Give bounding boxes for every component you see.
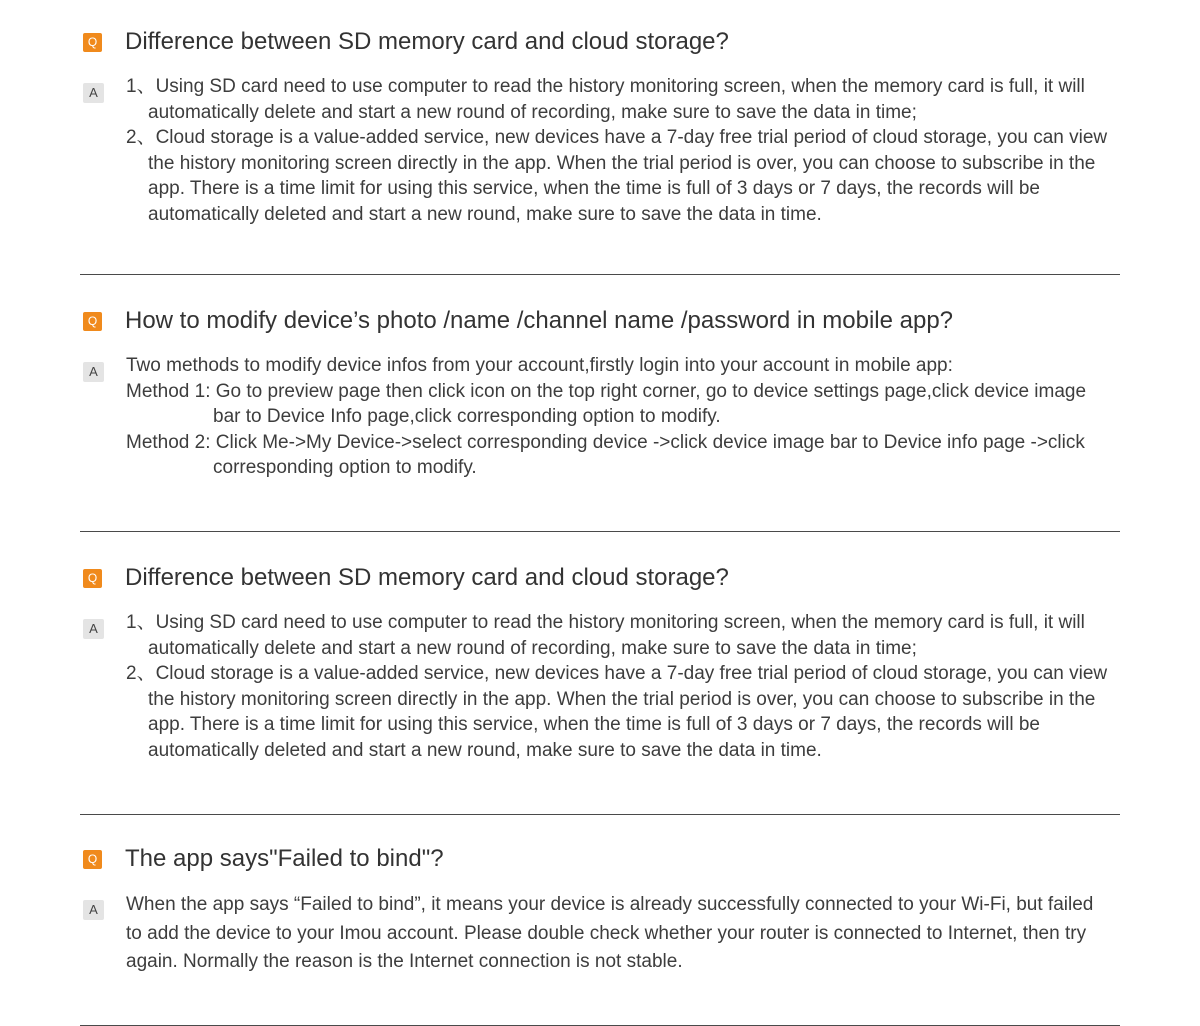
answer-row [80, 891, 1120, 977]
answer-line: app. There is a time limit for using this service, when the time is full of 3 days or 7 days, the records will be [148, 714, 1040, 736]
answer-line: automatically delete and start a new round of recording, make sure to save the data in time; [148, 637, 917, 659]
answer-line: automatically delete and start a new round of recording, make sure to save the data in time; [148, 101, 917, 123]
answer-row [80, 353, 1120, 481]
answer-line: automatically deleted and start a new round, make sure to save the data in time. [148, 203, 822, 225]
answer-row [80, 610, 1120, 764]
answer-line: to add the device to your Imou account. Please double check whether your router is connected to Internet, then try [126, 922, 1087, 944]
question-row [80, 301, 1120, 341]
question-text: The app says"Failed to bind"? [125, 845, 444, 872]
answer-text [126, 353, 1120, 481]
faq-item-sd-vs-cloud-1 [80, 22, 1120, 275]
answer-line: Method 2: Click Me->My Device->select corresponding device ->click device image bar to Device info page ->click [126, 431, 1085, 453]
answer-text [126, 74, 1120, 228]
answer-badge: A [83, 362, 104, 382]
answer-line: the history monitoring screen directly in the app. When the trial period is over, you can choose to subscribe in the [148, 152, 1096, 174]
answer-badge: A [83, 83, 104, 103]
question-badge: Q [83, 850, 102, 869]
answer-line: corresponding option to modify. [213, 457, 477, 479]
answer-text [126, 891, 1120, 977]
answer-line: 1、Using SD card need to use computer to read the history monitoring screen, when the memory card is full, it will [126, 612, 1085, 633]
question-badge: Q [83, 569, 102, 588]
question-row [80, 558, 1120, 598]
answer-line: 1、Using SD card need to use computer to read the history monitoring screen, when the memory card is full, it will [126, 76, 1085, 97]
faq-item-sd-vs-cloud-2 [80, 558, 1120, 815]
faq-item-failed-to-bind [80, 839, 1120, 1026]
answer-line: automatically deleted and start a new round, make sure to save the data in time. [148, 739, 822, 761]
faq-list [80, 0, 1120, 1026]
question-badge: Q [83, 312, 102, 331]
question-text: Difference between SD memory card and cloud storage? [125, 28, 729, 55]
answer-badge: A [83, 900, 104, 920]
answer-line: Method 1: Go to preview page then click icon on the top right corner, go to device settings page,click device image [126, 380, 1087, 402]
answer-badge: A [83, 619, 104, 639]
question-row [80, 22, 1120, 62]
answer-line: Two methods to modify device infos from your account,firstly login into your account in mobile app: [126, 355, 953, 376]
answer-line: bar to Device Info page,click corresponding option to modify. [213, 406, 721, 428]
answer-line: again. Normally the reason is the Internet connection is not stable. [126, 951, 683, 973]
answer-line: 2、Cloud storage is a value-added service, new devices have a 7-day free trial period of cloud storage, you can view [126, 663, 1108, 685]
question-row [80, 839, 1120, 879]
answer-line: 2、Cloud storage is a value-added service, new devices have a 7-day free trial period of cloud storage, you can view [126, 127, 1108, 149]
answer-row [80, 74, 1120, 228]
answer-text [126, 610, 1120, 764]
answer-line: app. There is a time limit for using this service, when the time is full of 3 days or 7 days, the records will be [148, 178, 1040, 200]
answer-line: the history monitoring screen directly in the app. When the trial period is over, you can choose to subscribe in the [148, 688, 1096, 710]
question-text: Difference between SD memory card and cloud storage? [125, 564, 729, 591]
question-text: How to modify device’s photo /name /channel name /password in mobile app? [125, 307, 954, 334]
faq-item-modify-device [80, 301, 1120, 532]
answer-line: When the app says “Failed to bind”, it means your device is already successfully connected to your Wi-Fi, but failed [126, 894, 1094, 915]
question-badge: Q [83, 33, 102, 52]
